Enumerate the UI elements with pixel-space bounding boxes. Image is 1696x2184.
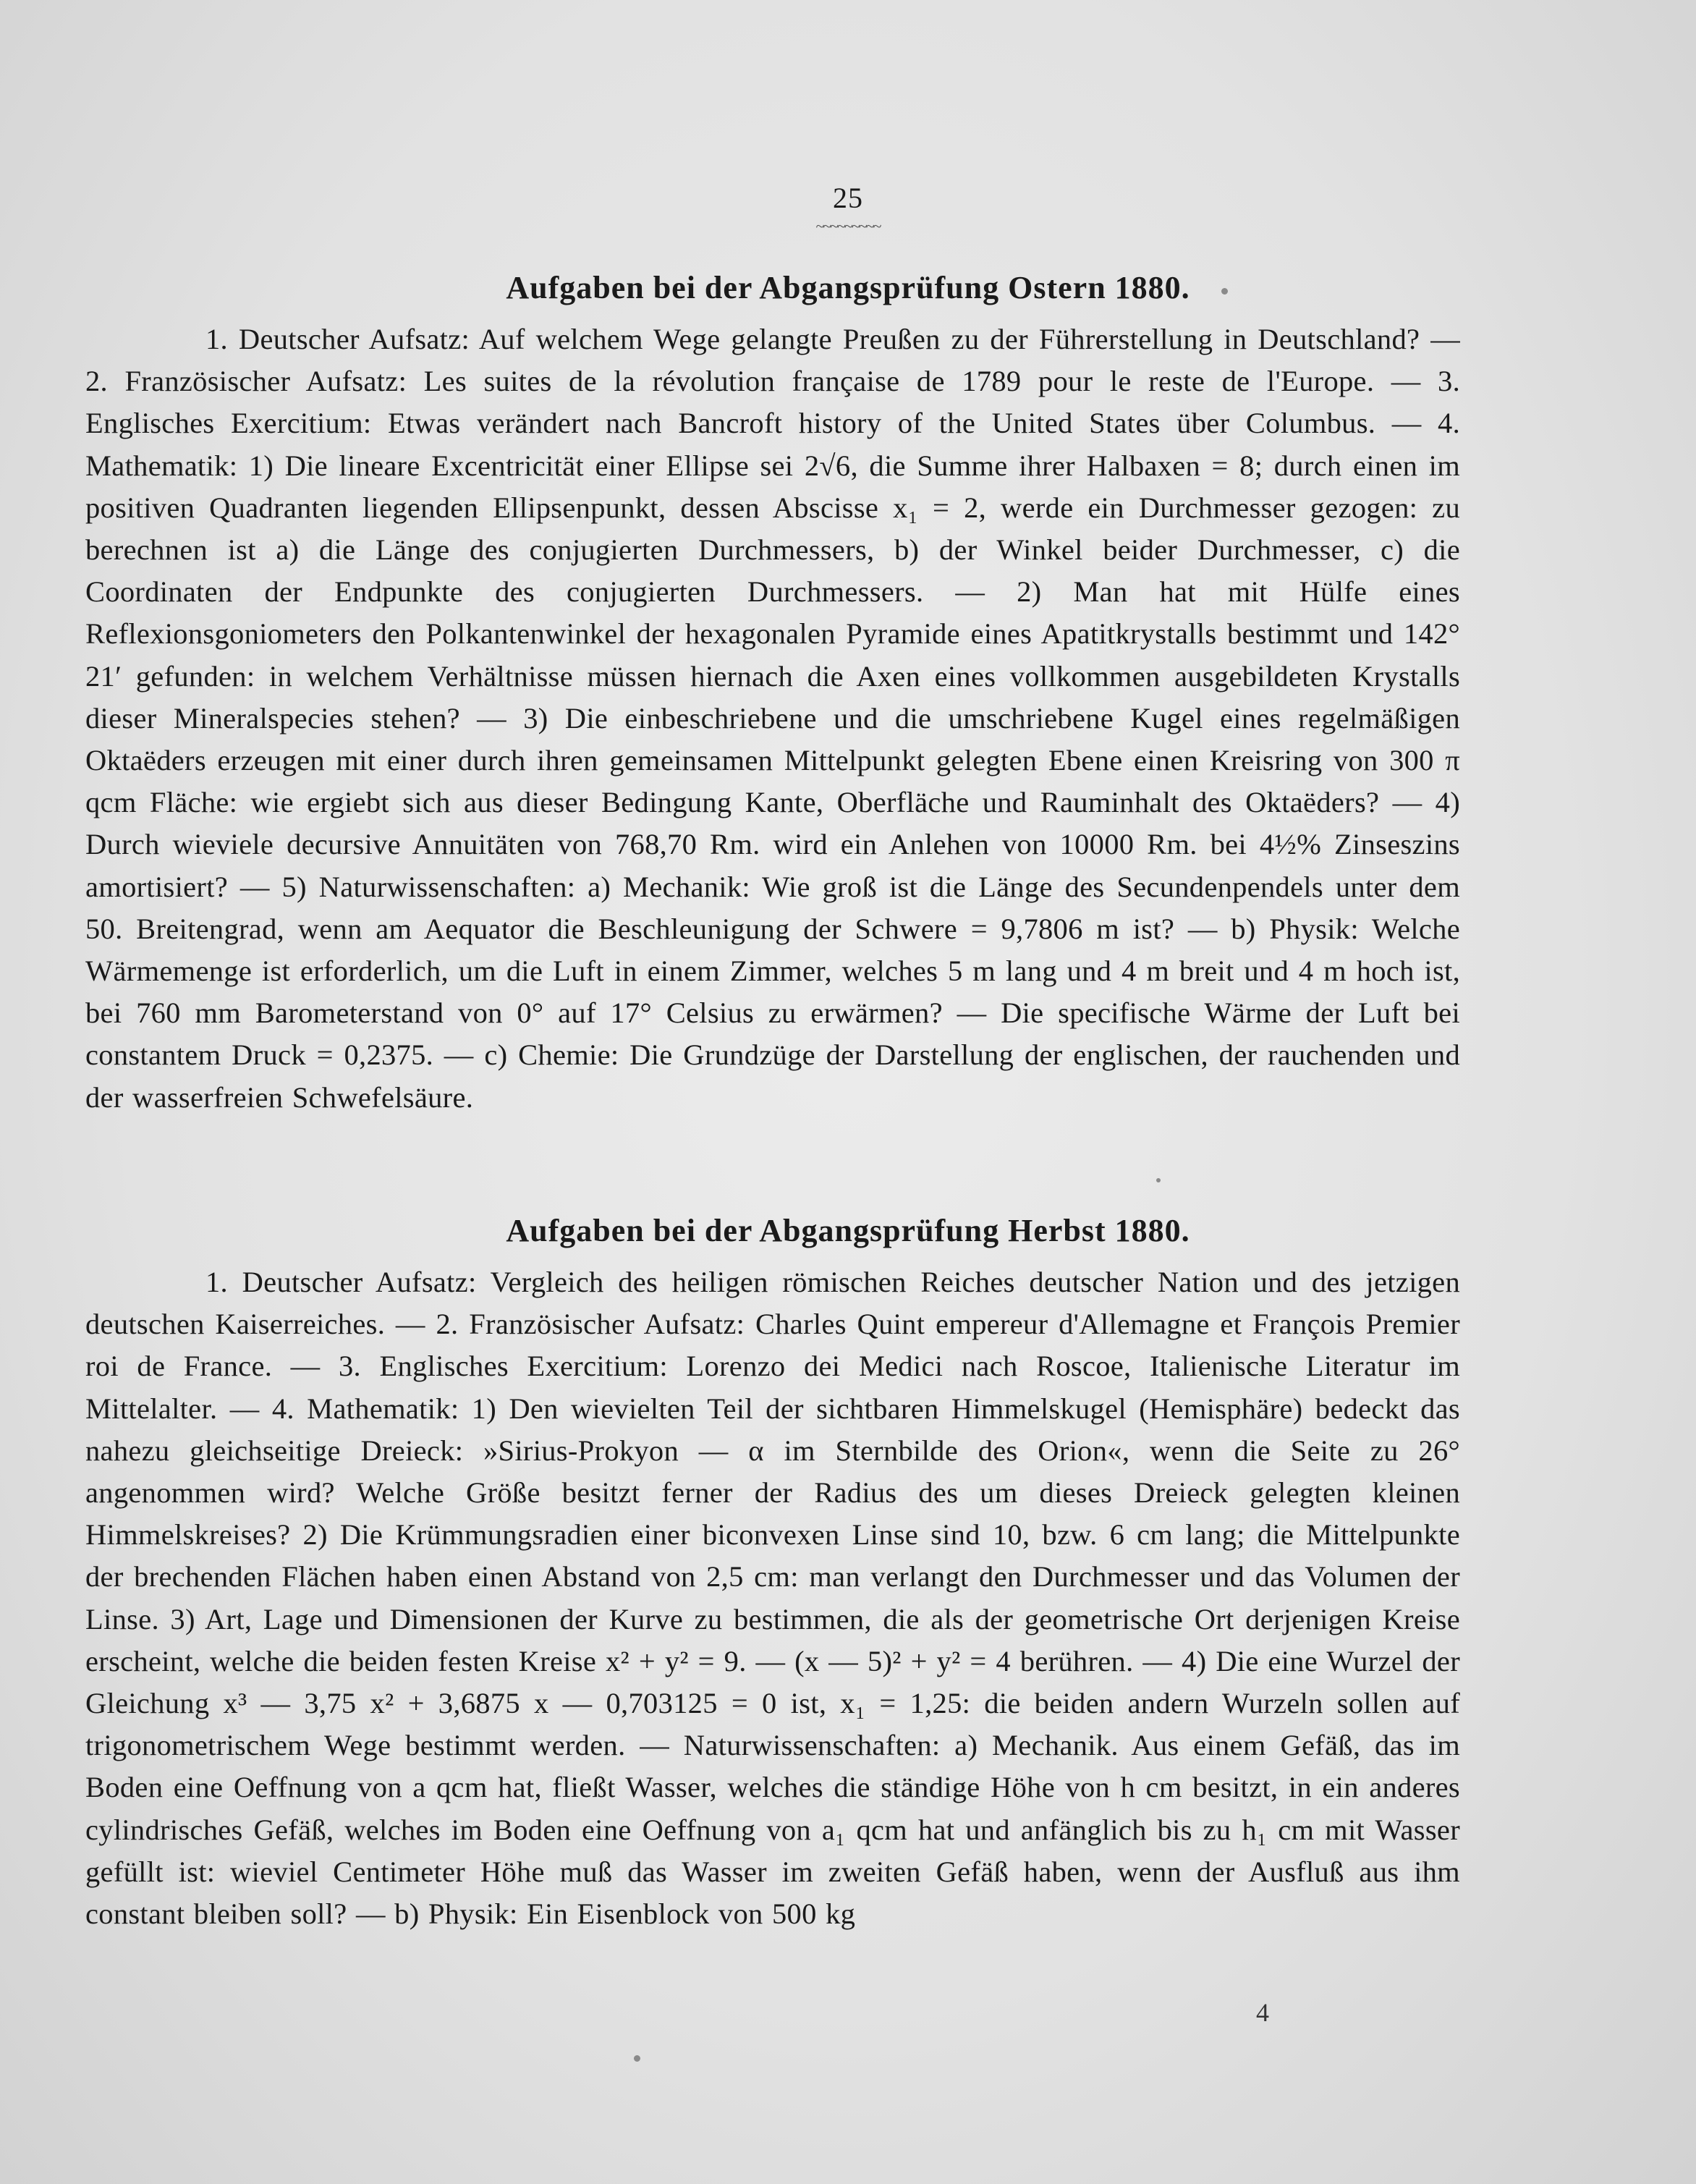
print-speck	[634, 2055, 640, 2062]
section-text-herbst: 1. Deutscher Aufsatz: Vergleich des heiligen römischen Reiches deutscher Nation und des jetzigen deutschen Kaiserreiches. — 2. Französischer Aufsatz: Charles Quint empereur d'Allemagne et François Premier roi de France. — 3. Englisches Exercitium: Lorenzo dei Medici nach Roscoe, Italienische Literatur im Mittelalter. — 4. Mathematik: 1) Den wievielten Teil der sichtbaren Himmelskugel (Hemisphäre) bedeckt das nahezu gleichseitige Dreieck: »Sirius-Prokyon — α im Sternbilde des Orion«, wenn die Seite zu 26° angenommen wird? Welche Größe besitzt ferner der Radius des um dieses Dreieck gelegten kleinen Himmelskreises? 2) Die Krümmungsradien einer biconvexen Linse sind 10, bzw. 6 cm lang; die Mittelpunkte der brechenden Flächen haben einen Abstand von 2,5 cm: man verlangt den Durchmesser und das Volumen der Linse. 3) Art, Lage und Dimensionen der Kurve zu bestimmen, die als der geometrische Ort derjenigen Kreise erscheint, welche die beiden festen Kreise x² + y² = 9. — (x — 5)² + y² = 4 berühren. — 4) Die eine Wurzel der Gleichung x³ — 3,75 x² + 3,6875 x — 0,703125 = 0 ist, x₁ = 1,25: die beiden andern Wurzeln sollen auf trigonometrischem Wege bestimmt werden. — Naturwissenschaften: a) Mechanik. Aus einem Gefäß, das im Boden eine Oeffnung von a qcm hat, fließt Wasser, welches die ständige Höhe von h cm besitzt, in ein anderes cylindrisches Gefäß, welches im Boden eine Oeffnung von a₁ qcm hat und anfänglich bis zu h₁ cm mit Wasser gefüllt ist: wieviel Centimeter Höhe muß das Wasser im zweiten Gefäß haben, wenn der Ausfluß aus ihm constant bleiben soll? — b) Physik: Ein Eisenblock von 500 kg	[85, 1266, 1460, 1931]
print-speck	[1156, 1178, 1161, 1182]
section-heading-ostern: Aufgaben bei der Abgangsprüfung Ostern 1880.	[506, 270, 1190, 305]
page-number-ornament: ~~~~~~~~~	[815, 217, 881, 235]
print-speck	[1221, 288, 1228, 295]
page-number: 25	[833, 182, 863, 214]
signature-mark: 4	[1256, 1998, 1269, 2027]
section-heading-herbst: Aufgaben bei der Abgangsprüfung Herbst 1880.	[506, 1213, 1190, 1248]
section-text-ostern: 1. Deutscher Aufsatz: Auf welchem Wege gelangte Preußen zu der Führerstellung in Deutschland? — 2. Französischer Aufsatz: Les suites de la révolution française de 1789 pour le reste de l'Europe. — 3. Englisches Exercitium: Etwas verändert nach Bancroft history of the United States über Columbus. — 4. Mathematik: 1) Die lineare Excentricität einer Ellipse sei 2√6, die Summe ihrer Halbaxen = 8; durch einen im positiven Quadranten liegenden Ellipsenpunkt, dessen Abscisse x₁ = 2, werde ein Durchmesser gezogen: zu berechnen ist a) die Länge des conjugierten Durchmessers, b) der Winkel beider Durchmesser, c) die Coordinaten der Endpunkte des conjugierten Durchmessers. — 2) Man hat mit Hülfe eines Reflexionsgoniometers den Polkantenwinkel der hexagonalen Pyramide eines Apatitkrystalls bestimmt und 142° 21′ gefunden: in welchem Verhältnisse müssen hiernach die Axen eines vollkommen ausgebildeten Krystalls dieser Mineralspecies stehen? — 3) Die einbeschriebene und die umschriebene Kugel eines regelmäßigen Oktaëders erzeugen mit einer durch ihren gemeinsamen Mittelpunkt gelegten Ebene einen Kreisring von 300 π qcm Fläche: wie ergiebt sich aus dieser Bedingung Kante, Oberfläche und Rauminhalt des Oktaëders? — 4) Durch wieviele decursive Annuitäten von 768,70 Rm. wird ein Anlehen von 10000 Rm. bei 4½% Zinseszins amortisiert? — 5) Naturwissenschaften: a) Mechanik: Wie groß ist die Länge des Secundenpendels unter dem 50. Breitengrad, wenn am Aequator die Beschleunigung der Schwere = 9,7806 m ist? — b) Physik: Welche Wärmemenge ist erforderlich, um die Luft in einem Zimmer, welches 5 m lang und 4 m breit und 4 m hoch ist, bei 760 mm Barometerstand von 0° auf 17° Celsius zu erwärmen? — Die specifische Wärme der Luft bei constantem Druck = 0,2375. — c) Chemie: Die Grundzüge der Darstellung der englischen, der rauchenden und der wasserfreien Schwefelsäure.	[85, 323, 1460, 1114]
